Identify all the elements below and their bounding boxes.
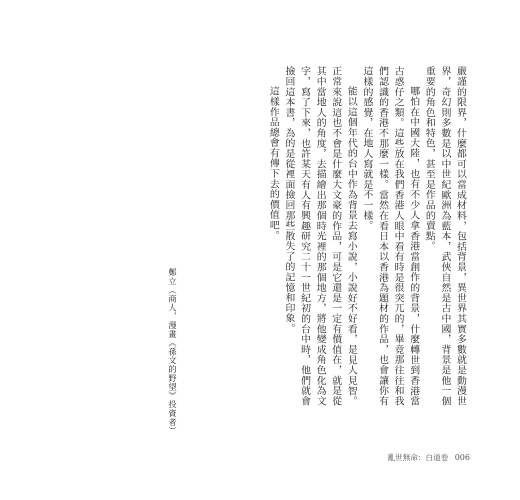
paragraph-1: 嚴謹的限界，什麼都可以當成材料，包括背景，異世界其實多數就是動漫世界，奇幻則多數是以中世紀歐洲為藍本，武俠自然是古中國，背景是他一個重要的角色和特色，甚至是作品的賣點。 (423, 66, 466, 406)
paragraph-4: 這樣作品總會有傳下去的價值吧。 (267, 85, 279, 241)
body-text (168, 66, 468, 406)
signature-line: 鄭立（商人，漫畫《孫文的野望》投資者） (168, 268, 178, 436)
paragraph-3: 能以這個年代的台中作為背景去寫小說，小說好不好看，是見人見智。正常來說這也不會是什麼大文豪的作品，可是它還是一定有價值在，就是從其中當地人的角度，去描繪出那個時光裡的那個地方，將他變成角色化為文字，寫了下來，也許某天有人有興趣研究二十一世紀初的台中時，他們就會撿回這本書，為的是從裡面撿回那些散失了的記憶和印象。 (283, 66, 357, 406)
page-number: 006 (454, 453, 470, 462)
page-footer (300, 452, 470, 463)
paragraph-2: 哪怕在中國大陸，也有不少人拿香港當創作的背景，什麼轉世到香港當古惑仔之類。這些放在我們香港人眼中看有時是很突兀的，畢竟那往往和我們認識的香港不那麼一樣。當然在看日本以香港為題材的作品，也會讓你有這樣的感覺，在地人寫就是不一樣。 (361, 66, 420, 406)
running-title: 亂世無命：白道卷 (387, 453, 449, 462)
author-signature (166, 268, 180, 448)
